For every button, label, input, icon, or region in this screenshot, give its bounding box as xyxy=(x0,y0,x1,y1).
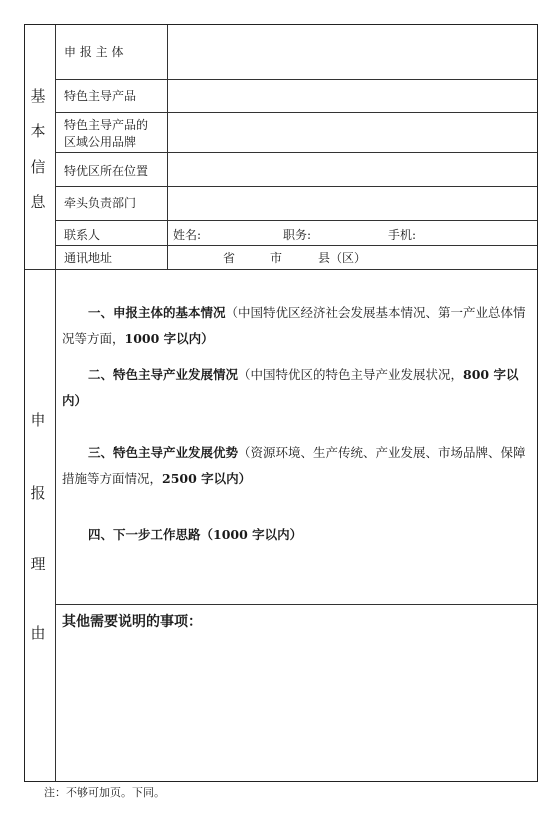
product-value-cell[interactable] xyxy=(168,80,536,110)
reason-item-limit: 2500 字以内） xyxy=(162,471,252,486)
reason-item-heading: 一、申报主体的基本情况 xyxy=(88,305,226,320)
reason-item-heading: 二、特色主导产业发展情况 xyxy=(88,367,239,382)
applicant-value-cell[interactable] xyxy=(168,26,536,76)
other-matters-area[interactable] xyxy=(58,636,534,778)
section-char: 本 xyxy=(30,122,46,140)
other-matters-divider xyxy=(55,604,537,605)
location-label: 特优区所在位置 xyxy=(64,164,149,178)
reason-item-4 xyxy=(62,522,534,548)
department-label: 牵头负责部门 xyxy=(64,196,137,210)
label-column-divider xyxy=(55,25,56,781)
reason-item-note: （中国特优区的特色主导产业发展状况， xyxy=(238,367,464,382)
reason-item-limit: 800 字以内） xyxy=(62,367,519,408)
section-char: 理 xyxy=(30,555,46,573)
reason-item-limit: （1000 字以内） xyxy=(200,527,303,542)
section-char: 申 xyxy=(30,411,46,429)
reason-item-heading: 四、下一步工作思路 xyxy=(88,527,201,542)
product-label: 特色主导产品 xyxy=(64,89,137,103)
section-char: 信 xyxy=(30,158,46,176)
section-char: 由 xyxy=(30,624,46,642)
reason-item-1 xyxy=(62,300,534,352)
section-char: 息 xyxy=(30,193,46,211)
row-line xyxy=(55,245,537,246)
position-label: 职务: xyxy=(283,228,312,242)
phone-label: 手机: xyxy=(388,228,417,242)
name-label: 姓名: xyxy=(173,228,202,242)
footnote: 注：不够可加页。下同。 xyxy=(44,786,165,799)
brand-label-line2: 区域公用品牌 xyxy=(64,135,137,149)
reason-item-3 xyxy=(62,440,534,492)
brand-label-line1: 特色主导产品的 xyxy=(64,118,149,132)
brand-value-cell[interactable] xyxy=(168,113,536,149)
section-divider xyxy=(25,269,537,270)
other-matters-label: 其他需要说明的事项： xyxy=(62,614,202,630)
department-value-cell[interactable] xyxy=(168,187,536,217)
contact-label: 联系人 xyxy=(64,228,101,242)
city-label: 市 xyxy=(270,251,283,265)
reason-item-heading: 三、特色主导产业发展优势 xyxy=(88,445,239,460)
county-label: 县（区） xyxy=(318,251,367,265)
row-line xyxy=(55,220,537,221)
address-label: 通讯地址 xyxy=(64,251,113,265)
reason-item-limit: 1000 字以内） xyxy=(124,331,214,346)
section-char: 报 xyxy=(30,484,46,502)
reason-item-note: （中国特优区经济社会发展基本情况、第一产业总体情况等方面， xyxy=(62,305,526,346)
applicant-label: 申 报 主 体 xyxy=(64,45,124,59)
location-value-cell[interactable] xyxy=(168,153,536,183)
province-label: 省 xyxy=(223,251,236,265)
section-char: 基 xyxy=(30,87,46,105)
reason-item-note: （资源环境、生产传统、产业发展、市场品牌、保障措施等方面情况， xyxy=(62,445,526,486)
reason-item-2 xyxy=(62,362,534,414)
